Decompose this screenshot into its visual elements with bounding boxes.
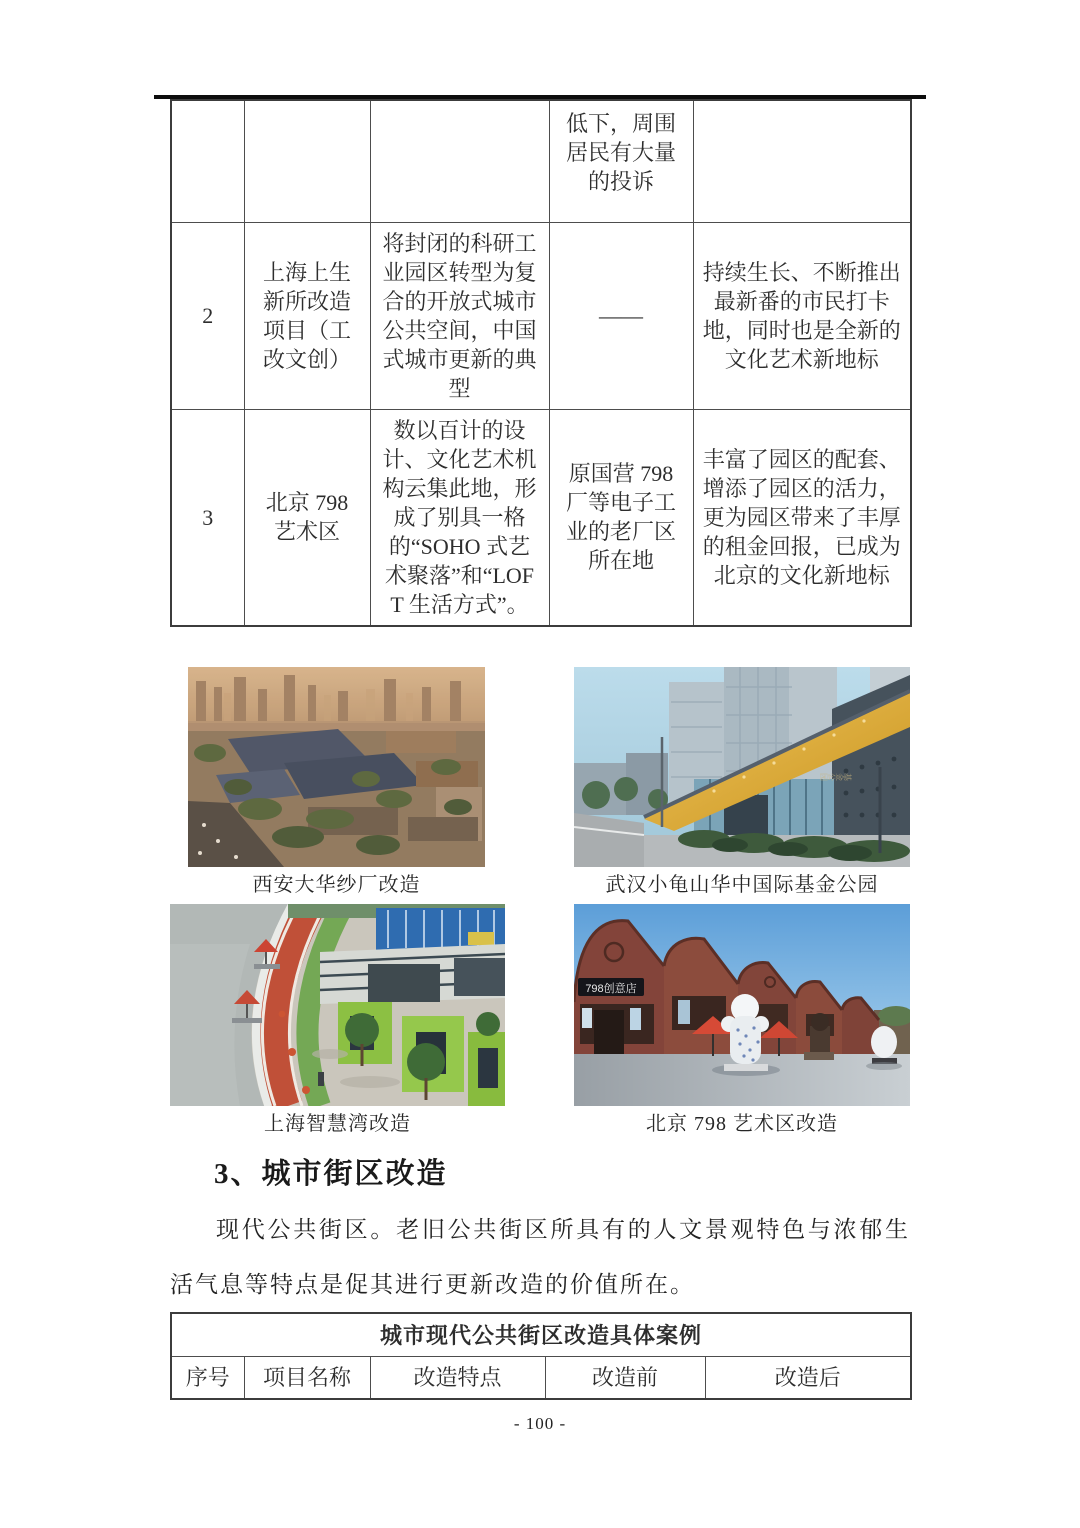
photo-caption: 上海智慧湾改造 — [264, 1112, 411, 1135]
cell-seq — [171, 100, 244, 222]
cell-before: 原国营 798 厂等电子工业的老厂区所在地 — [549, 409, 693, 626]
cell-feature — [370, 100, 549, 222]
photo-caption: 武汉小龟山华中国际基金公园 — [605, 873, 879, 896]
cell-before: 低下，周围居民有大量的投诉 — [549, 100, 693, 222]
cell-seq: 2 — [171, 222, 244, 409]
cell-project-name: 北京 798 艺术区 — [244, 409, 370, 626]
section-paragraph: 现代公共街区。老旧公共街区所具有的人文景观特色与浓郁生活气息等特点是促其进行更新改造的价值所在。 — [170, 1216, 910, 1297]
header-feature: 改造特点 — [370, 1357, 545, 1400]
street-renewal-case-table — [170, 1312, 912, 1401]
cell-after — [693, 100, 911, 222]
cell-project-name: 上海上生新所改造项目（工改文创） — [244, 222, 370, 409]
table-row — [171, 409, 911, 626]
table-title-row — [171, 1313, 911, 1357]
cell-feature: 数以百计的设计、文化艺术机构云集此地，形成了别具一格的“SOHO 式艺术聚落”和“LOFT 生活方式”。 — [370, 409, 549, 626]
cell-before: —— — [549, 222, 693, 409]
table-row — [171, 100, 911, 222]
page-number: - 100 - — [513, 1414, 567, 1434]
photo-beijing-798 — [574, 904, 910, 1106]
header-after: 改造后 — [705, 1357, 911, 1400]
header-project-name: 项目名称 — [244, 1357, 370, 1400]
industrial-renewal-case-table — [170, 99, 912, 627]
cell-feature: 将封闭的科研工业园区转型为复合的开放式城市公共空间，中国式城市更新的典型 — [370, 222, 549, 409]
photo-caption: 西安大华纱厂改造 — [252, 873, 421, 896]
table-row — [171, 222, 911, 409]
cell-project-name — [244, 100, 370, 222]
photo-gallery — [170, 667, 910, 1137]
cell-after: 持续生长、不断推出最新番的市民打卡地，同时也是全新的文化艺术新地标 — [693, 222, 911, 409]
wall-sign-text: 基金公园 — [820, 772, 852, 782]
header-seq: 序号 — [171, 1357, 244, 1400]
photo-xian-dahua-mill-aerial — [188, 667, 485, 867]
photo-wuhan-fund-park — [574, 667, 910, 867]
photo-caption: 北京 798 艺术区改造 — [646, 1112, 838, 1135]
cell-after: 丰富了园区的配套、增添了园区的活力，更为园区带来了丰厚的租金回报，已成为北京的文化新地标 — [693, 409, 911, 626]
798-sign-text: 798创意店 — [585, 982, 637, 995]
table-title: 城市现代公共街区改造具体案例 — [171, 1313, 911, 1357]
photo-shanghai-zhihuiwan — [170, 904, 505, 1106]
header-before: 改造前 — [545, 1357, 705, 1400]
section-heading: 3、城市街区改造 — [214, 1157, 448, 1190]
table-header-row — [171, 1357, 911, 1400]
cell-seq: 3 — [171, 409, 244, 626]
